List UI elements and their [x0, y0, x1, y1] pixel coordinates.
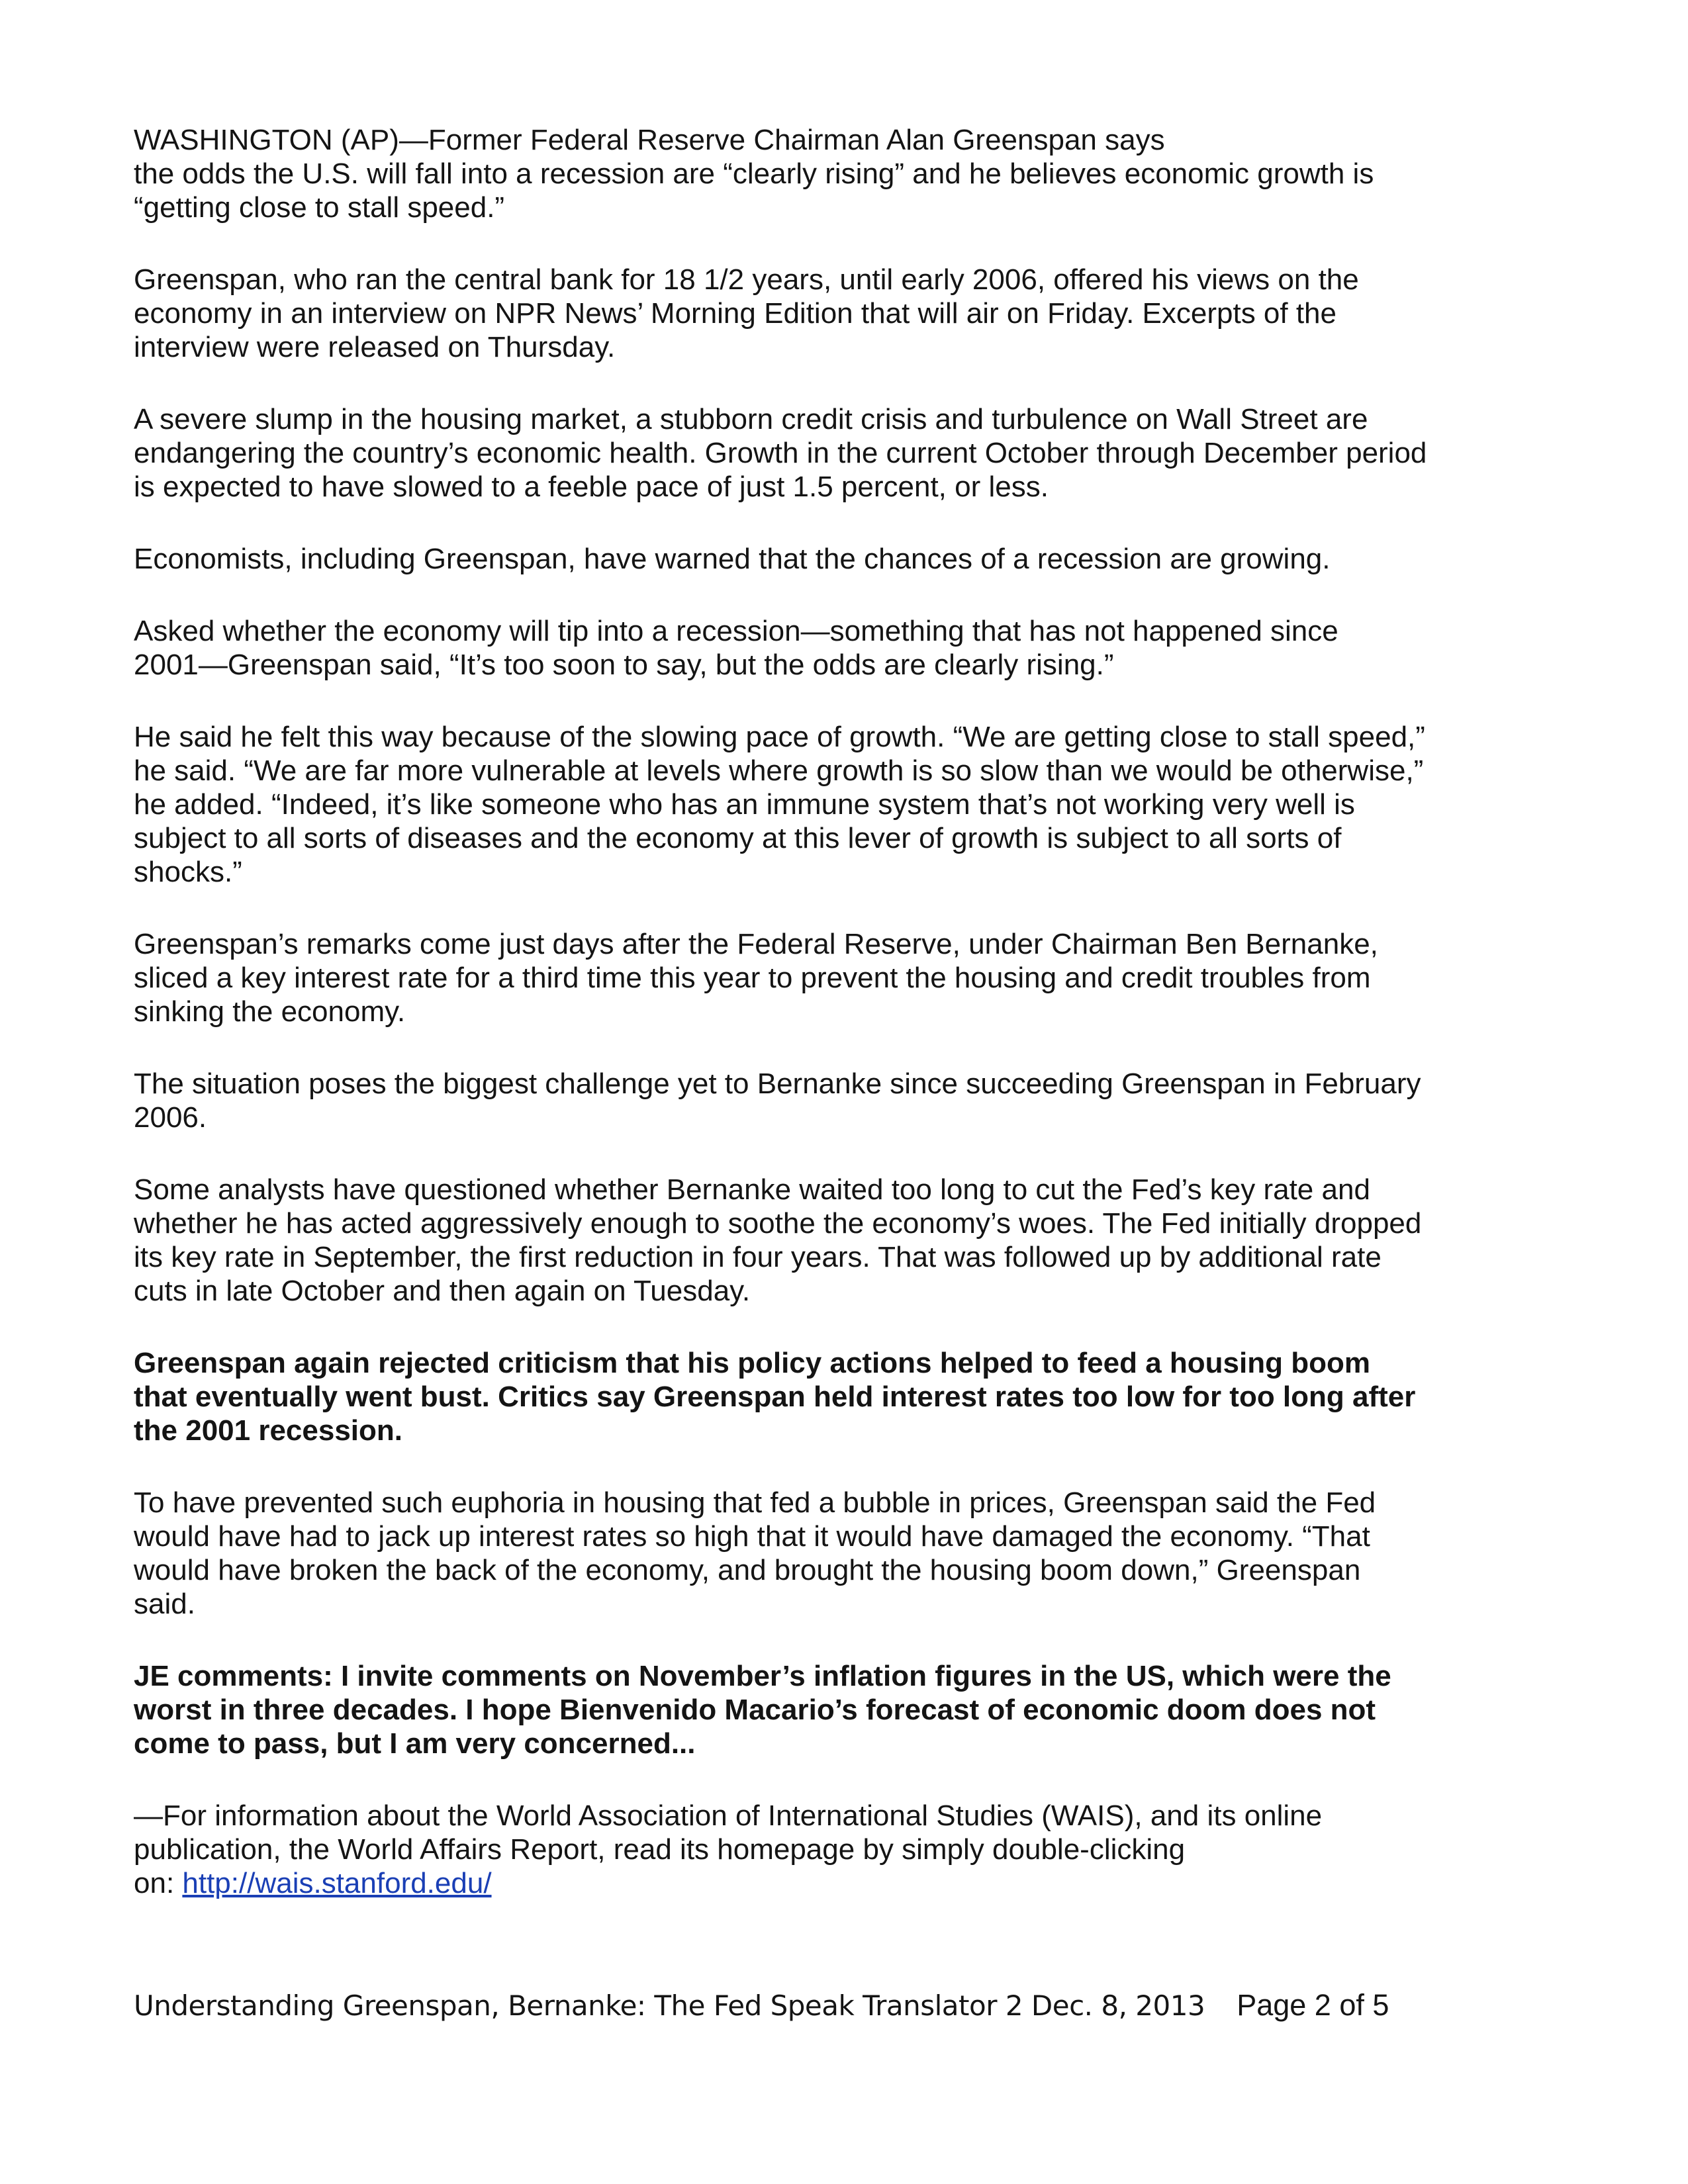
paragraph-line: whether he has acted aggressively enough to soothe the economy’s woes. The Fed initially dropped	[134, 1207, 1422, 1240]
paragraph-line: he said. “We are far more vulnerable at levels where growth is so slow than we would be otherwise,”	[134, 754, 1424, 787]
paragraph-line: cuts in late October and then again on Tuesday.	[134, 1275, 751, 1307]
wais-homepage-link[interactable]: http://wais.stanford.edu/	[182, 1867, 492, 1899]
paragraph-line: said.	[134, 1588, 195, 1620]
paragraph-line: the odds the U.S. will fall into a recession are “clearly rising” and he believes economic growth is	[134, 158, 1374, 190]
paragraph-line: Economists, including Greenspan, have warned that the chances of a recession are growing.	[134, 543, 1331, 575]
info-line: publication, the World Affairs Report, read its homepage by simply double-clicking	[134, 1833, 1186, 1866]
page-footer	[134, 1988, 1389, 2023]
paragraph-line: Greenspan’s remarks come just days after the Federal Reserve, under Chairman Ben Bernanke,	[134, 928, 1378, 960]
article-paragraphs	[134, 123, 1511, 1760]
bold-paragraph	[134, 1659, 1511, 1760]
paragraph-line: JE comments: I invite comments on November’s inflation figures in the US, which were the	[134, 1660, 1391, 1692]
paragraph-line: he added. “Indeed, it’s like someone who has an immune system that’s not working very well is	[134, 788, 1355, 821]
paragraph-line: is expected to have slowed to a feeble pace of just 1.5 percent, or less.	[134, 471, 1049, 503]
paragraph-line: “getting close to stall speed.”	[134, 191, 505, 224]
page-number: Page 2 of 5	[1237, 1988, 1389, 2022]
paragraph-line: its key rate in September, the first reduction in four years. That was followed up by additional rate	[134, 1241, 1382, 1273]
paragraph-line: worst in three decades. I hope Bienvenido Macario’s forecast of economic doom does not	[134, 1694, 1376, 1726]
paragraph-line: interview were released on Thursday.	[134, 331, 616, 363]
paragraph-line: 2006.	[134, 1101, 207, 1134]
paragraph-line: that eventually went bust. Critics say Greenspan held interest rates too low for too long after	[134, 1381, 1416, 1413]
paragraph-line: 2001—Greenspan said, “It’s too soon to say, but the odds are clearly rising.”	[134, 649, 1114, 681]
paragraph	[134, 402, 1511, 504]
bold-paragraph	[134, 1346, 1511, 1447]
paragraph-line: WASHINGTON (AP)—Former Federal Reserve Chairman Alan Greenspan says	[134, 124, 1165, 156]
paragraph-line: subject to all sorts of diseases and the economy at this lever of growth is subject to all sorts of	[134, 822, 1342, 854]
paragraph-line: The situation poses the biggest challenge yet to Bernanke since succeeding Greenspan in February	[134, 1068, 1421, 1100]
footer-title: Understanding Greenspan, Bernanke: The Fed Speak Translator 2 Dec. 8, 2013	[134, 1989, 1205, 2022]
paragraph	[134, 1173, 1511, 1308]
paragraph-line: economy in an interview on NPR News’ Morning Edition that will air on Friday. Excerpts of the	[134, 297, 1336, 330]
paragraph-line: would have had to jack up interest rates so high that it would have damaged the economy. “That	[134, 1520, 1370, 1553]
paragraph-line: sliced a key interest rate for a third time this year to prevent the housing and credit troubles from	[134, 962, 1371, 994]
paragraph-line: endangering the country’s economic health. Growth in the current October through December period	[134, 437, 1427, 469]
paragraph-line: sinking the economy.	[134, 995, 406, 1028]
paragraph-line: the 2001 recession.	[134, 1414, 403, 1447]
paragraph-line: Greenspan again rejected criticism that his policy actions helped to feed a housing boom	[134, 1347, 1370, 1379]
paragraph	[134, 927, 1511, 1028]
paragraph	[134, 720, 1511, 889]
paragraph-line: shocks.”	[134, 856, 242, 888]
paragraph-line: would have broken the back of the economy, and brought the housing boom down,” Greenspan	[134, 1554, 1361, 1586]
paragraph-line: Asked whether the economy will tip into a recession—something that has not happened since	[134, 615, 1338, 647]
paragraph-line: A severe slump in the housing market, a stubborn credit crisis and turbulence on Wall Street are	[134, 403, 1368, 435]
info-line-prefix: on:	[134, 1867, 183, 1899]
paragraph-line: come to pass, but I am very concerned...	[134, 1727, 696, 1760]
paragraph-line: To have prevented such euphoria in housing that fed a bubble in prices, Greenspan said the Fed	[134, 1486, 1376, 1519]
paragraph-line: He said he felt this way because of the slowing pace of growth. “We are getting close to stall speed,”	[134, 721, 1425, 753]
paragraph	[134, 542, 1511, 576]
paragraph	[134, 614, 1511, 682]
paragraph	[134, 1067, 1511, 1134]
paragraph-line: Greenspan, who ran the central bank for 18 1/2 years, until early 2006, offered his views on the	[134, 263, 1359, 296]
paragraph	[134, 123, 1511, 224]
paragraph-line: Some analysts have questioned whether Bernanke waited too long to cut the Fed’s key rate and	[134, 1173, 1370, 1206]
article-body	[134, 123, 1511, 1938]
info-paragraph	[134, 1799, 1511, 1900]
paragraph	[134, 263, 1511, 364]
info-line: —For information about the World Association of International Studies (WAIS), and its online	[134, 1799, 1323, 1832]
paragraph	[134, 1486, 1511, 1621]
info-line	[134, 1866, 1511, 1900]
